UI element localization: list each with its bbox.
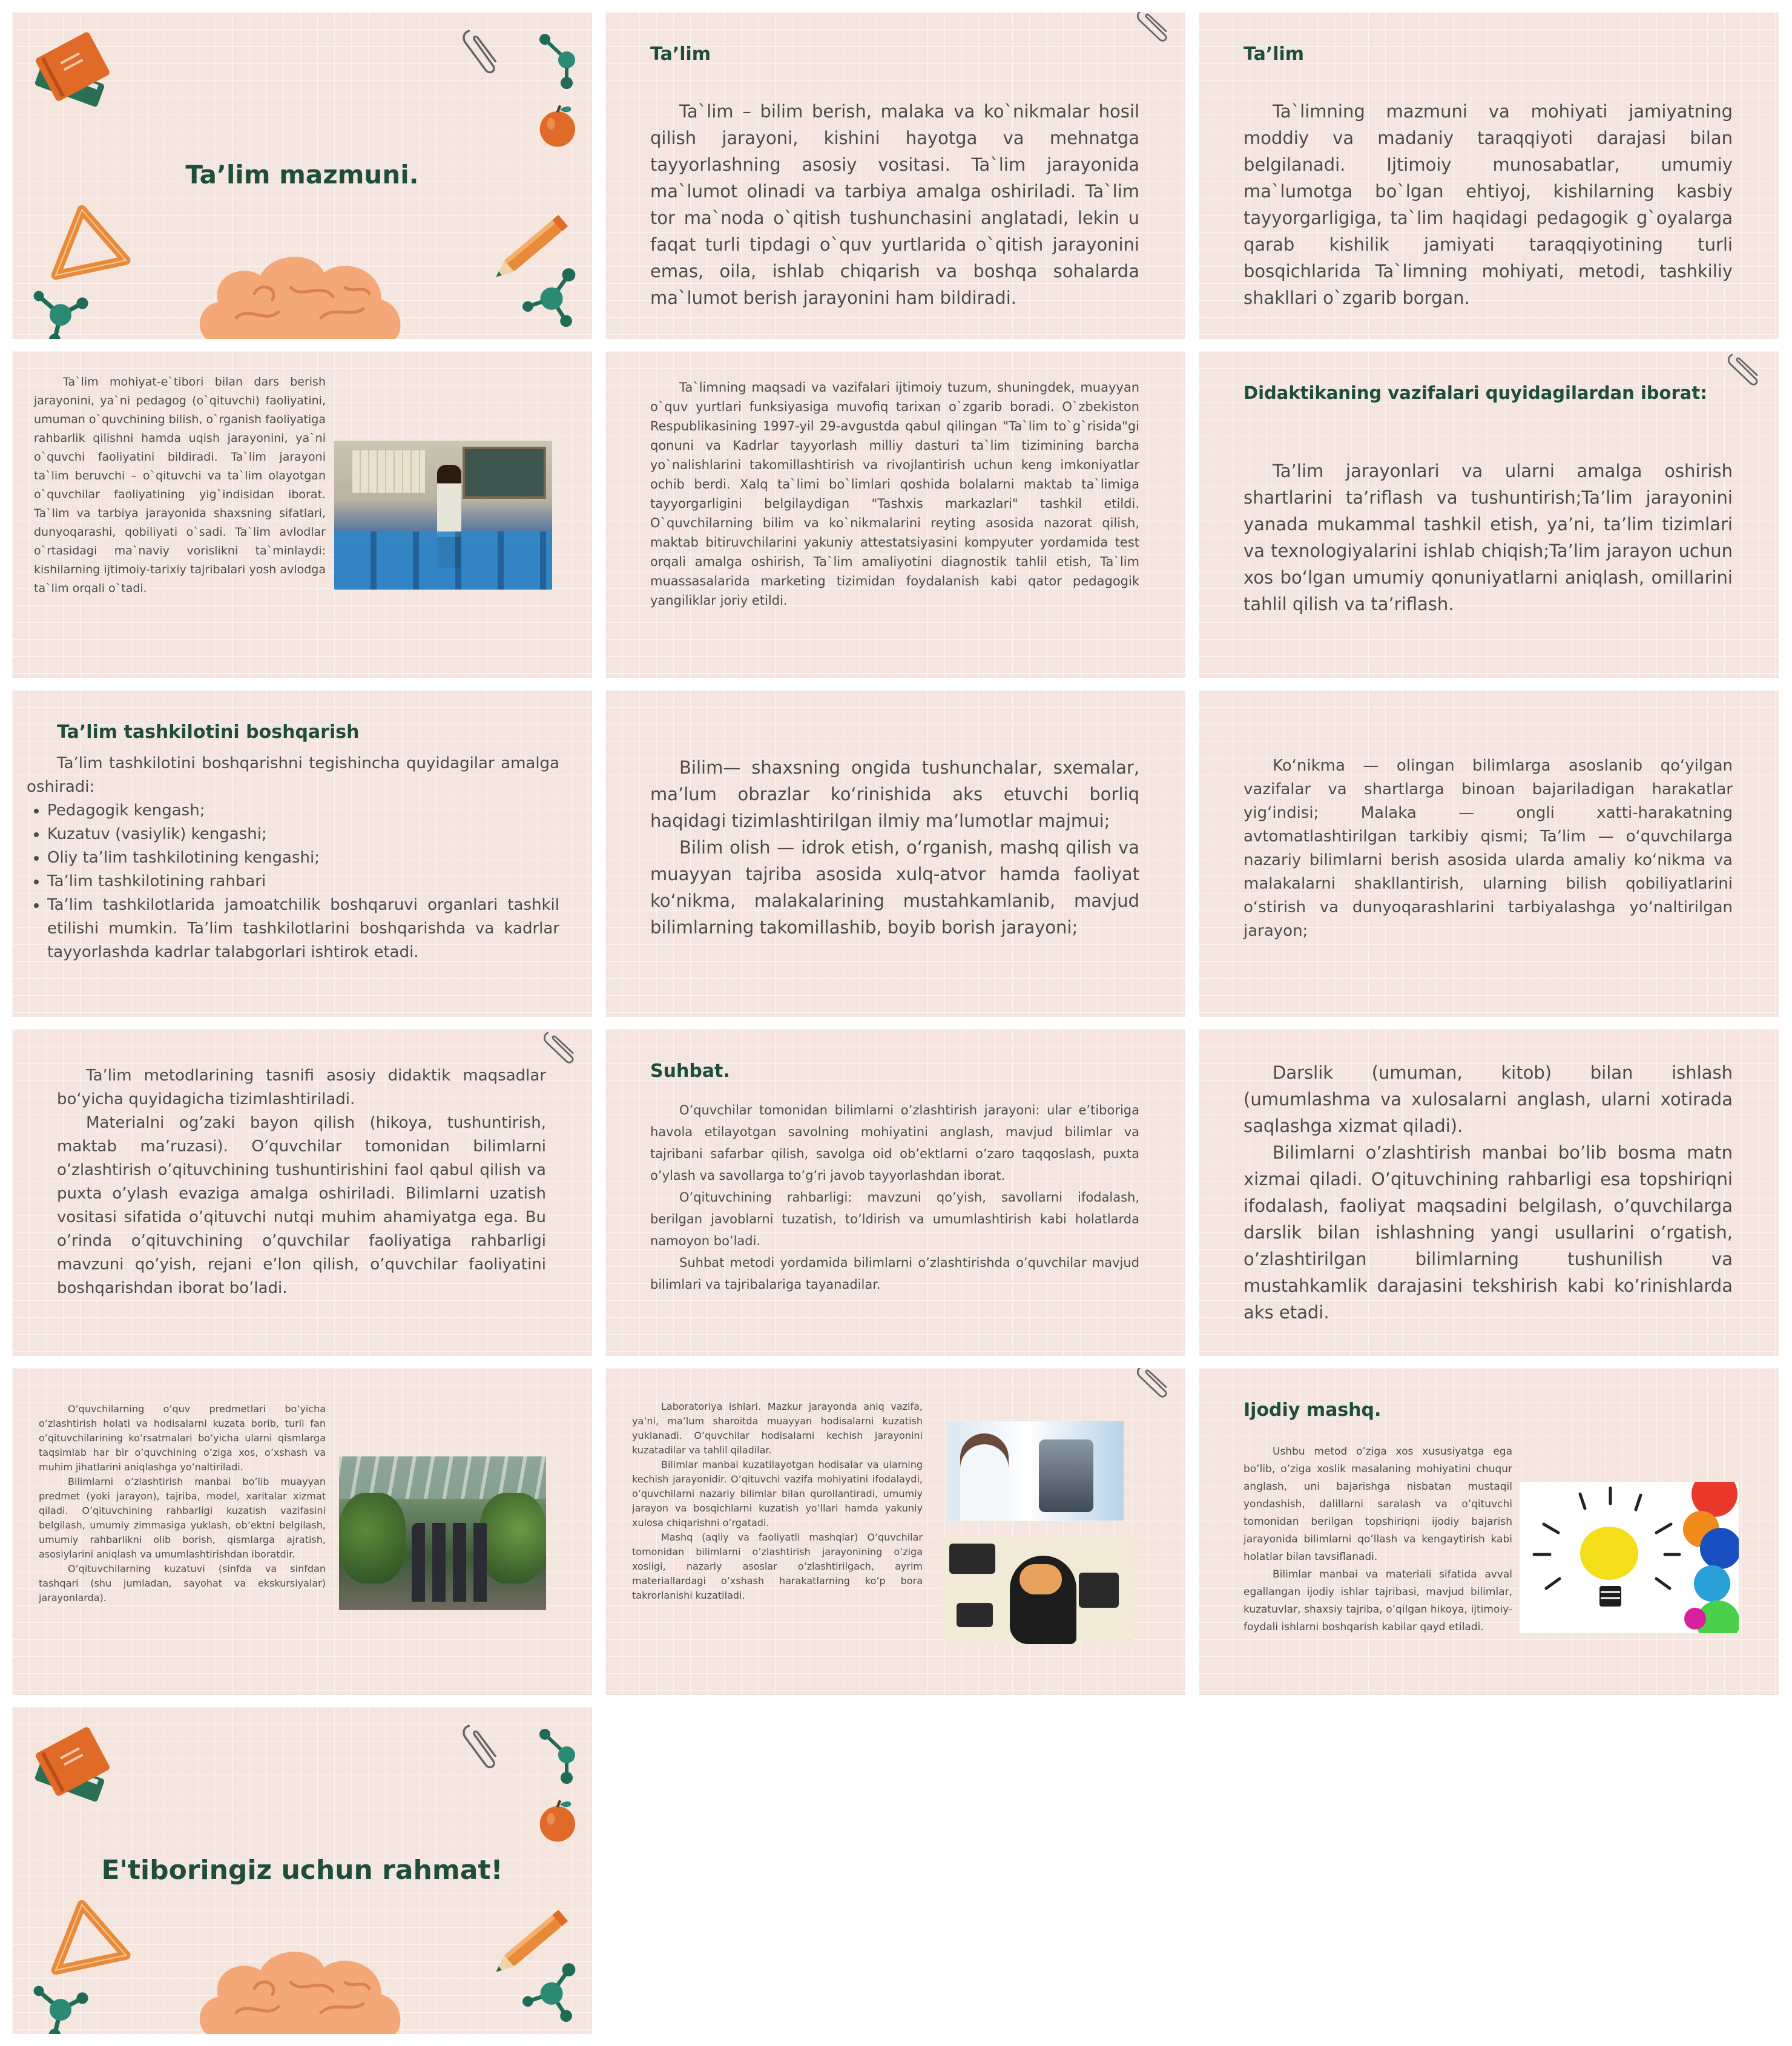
classroom-photo — [334, 441, 552, 590]
laboratory-photo — [948, 1421, 1124, 1521]
slide-1-cover — [12, 12, 592, 339]
brain-icon — [182, 245, 412, 339]
molecule-icon — [533, 27, 587, 100]
brain-icon — [182, 1940, 412, 2034]
brain-gears — [1020, 1564, 1062, 1594]
slide-text: Darslik (umuman, kitob) bilan ishlash (umumlashma va xulosalarni anglash, ularni xotirada saqlashga xizmat qiladi). Bilimlarni o’zlashtirish manbai bo’lib bosma matn xizmai qiladi. O’qituvchining rahbarligi esa topshiriqni ifodalash, faoliyat maqsadini belgilash, o’quvchilarga darslik bilan ishlashning yangi usullarini o’rgatish, o’zlashtirilgan bilimlarning tushunilish va mustahkamlik darajasini tekshirish kabi ko’rinishlarda aks etadi. — [1244, 1062, 1733, 1323]
ruler-icon — [42, 203, 127, 275]
closing-title: E'tiboringiz uchun rahmat! — [101, 1855, 503, 1886]
people — [412, 1523, 490, 1602]
slide-title: Ta’lim mazmuni. — [185, 160, 419, 189]
creative-lightbulb-image — [1520, 1482, 1739, 1633]
slide-14 — [605, 1368, 1185, 1695]
slide-16-closing — [12, 1707, 592, 2034]
slide-title: Ta’lim tashkilotini boshqarish — [57, 722, 360, 743]
slide-text: Ta`lim mohiyat-e`tibori bilan dars berish jarayonini, ya`ni pedagog (o`qituvchi) faoliyatini, umuman o`quvchining bilish, o`rganish faoliyatiga rahbarlik qilishni hamda uqish jarayonini, ya`ni o`quvchi faoliyatini bildiradi. Ta`lim jarayoni ta`lim beruvchi – o`qituvchi va ta`lim olayotgan o`quvchilar faoliyatining yig`indisidan iborat. Ta`lim va tarbiya jarayonida shaxsning sifatlari, dunyoqarashi, qobiliyati o`sadi. Ta`lim avlodlar o`rtasidagi ma`naviy vorislikni ta`minlaydi: kishilarning ijtimoiy-tarixiy tajribalari yosh avlodga ta`lim orqali o`tadi. — [34, 375, 326, 595]
slide-title: Ijodiy mashq. — [1244, 1400, 1382, 1421]
paperclip-icon — [460, 1718, 496, 1778]
slide-12 — [1199, 1029, 1779, 1356]
slide-text: Ta’lim metodlarining tasnifi asosiy didaktik maqsadlar bo‘yicha quyidagicha tizimlashtiriladi. Materialni og’zaki bayon qilish (hikoya, tushuntirish, maktab ma’ruzasi). O’quvchilar tomonidan bilimlarni o’zlashtirish o’qituvchining tushuntirishini faol qabul qilish va puxta o’ylash evaziga amalga oshiriladi. Bilimlarni uzatish vositasi sifatida o’qituvchi nutqi muhim ahamiyatga ega. Bu o’rinda o’qituvchining o’quvchilar faoliyatiga rahbarligi mavzuni qo’yish, rejani e’lon qilish, o’quvchilar faoliyatini boshqarishdan iborat bo’ladi. — [57, 1067, 546, 1297]
molecule-icon — [24, 281, 97, 339]
molecule-icon — [24, 1976, 97, 2034]
slide-3 — [1199, 12, 1779, 339]
apple-icon — [538, 1798, 580, 1846]
slide-text: Ta’lim jarayonlari va ularni amalga oshirish shartlarini ta’riflash va tushuntirish;Ta’lim jarayonini yanada mukammal tashkil etish, ya’ni, ta’lim tizimlari va texnologiyalarini ishlab chiqish;Ta’lim jarayon uchun xos bo‘lgan umumiy qonuniyatlarni aniqlash, omillarini tahlil qilish va ta’riflash. — [1244, 461, 1733, 614]
slide-8 — [605, 690, 1185, 1017]
plants-left — [339, 1493, 406, 1584]
slide-title: Ta’lim — [650, 44, 711, 65]
slide-15 — [1199, 1368, 1779, 1695]
slide-title: Suhbat. — [650, 1061, 730, 1082]
molecule-icon — [515, 260, 587, 333]
slide-7 — [12, 690, 592, 1017]
slide-11 — [605, 1029, 1185, 1356]
slide-text: Ushbu metod o’ziga xos xususiyatga ega bo’lib, o’ziga xoslik masalaning mohiyatini chuqur anglash, uni bajarishga nisbatan mustaqil yondashish, dalillarni saralash va o’qituvchi tomonidan berilgan topshiriqni ijodiy bajarish jarayonida bilimlarni qo’llash va kengaytirish kabi holatlar bilan tavsiflanadi. Bilimlar manbai va materiali sifatida avval egallangan ijodiy ishlar tajribasi, mavjud bilimlar, kuzatuvlar, shaxsiy tajriba, o’qilgan hikoya, ijtimoiy-foydali ishlarni boshqarish kabilar qayd etiladi. — [1244, 1446, 1512, 1633]
icon-box — [949, 1544, 995, 1574]
desks — [334, 531, 552, 590]
slide-2 — [605, 12, 1185, 339]
slide-text: O’quvchilar tomonidan bilimlarni o’zlashtirish jarayoni: ular e’tiboriga havola etilayotgan savolning mohiyatini anglash, mavjud bilimlar va tajribani safarbar qilish, savolga oid ob’ektlarni o’zaro taqqoslash, puxta o’ylash va savollarga to’g’ri javob tayyorlashdan iborat. O’qituvchining rahbarligi: mavzuni qo’yish, savollarni ifodalash, berilgan javoblarni tuzatish, to’ldirish va umumlashtirish kabi holatlarda namoyon bo’ladi. Suhbat metodi yordamida bilimlarni o’zlashtirishda o’quvchilar mavjud bilimlari va tajribalariga tayanadilar. — [650, 1103, 1139, 1292]
microscope — [1039, 1439, 1093, 1512]
paperclip-icon — [542, 1029, 579, 1077]
slide-title: Didaktikaning vazifalari quyidagilardan iborat: — [1244, 383, 1707, 403]
slide-5 — [605, 351, 1185, 678]
ruler-icon — [42, 1898, 127, 1970]
list-item: • Kuzatuv (vasiylik) kengashi; — [47, 823, 559, 846]
brain-infographic-image — [942, 1536, 1133, 1644]
molecule-icon — [515, 1955, 587, 2028]
slide-10 — [12, 1029, 592, 1356]
slide-4 — [12, 351, 592, 678]
apple-icon — [538, 103, 580, 151]
icon-box — [1079, 1573, 1119, 1608]
lightbulb-icon — [1520, 1482, 1739, 1633]
slide-text: Ta`limning mazmuni va mohiyati jamiyatning moddiy va madaniy taraqqiyoti darajasi bilan belgilanadi. Ijtimoiy munosabatlar, umumiy ma`lumotga bo`lgan ehtiyoj, kishilarning kasbiy tayyorgarligiga, ta`lim haqidagi pedagogik g`oyalarga qarab kishilik jamiyati taraqqiyotining turli bosqichlarida Ta`limning mohiyati, metodi, tashkiliy shakllari o`zgarib borgan. — [1244, 101, 1733, 308]
slide-text: Ta`lim – bilim berish, malaka va ko`nikmalar hosil qilish jarayoni, kishini hayotga va mehnatga tayyorlashning asosiy vositasi. Ta`lim jarayonida ma`lumot olinadi va tarbiya amalga oshiriladi. Ta`lim tor ma`noda o`qitish tushunchasini anglatadi, lekin u faqat turli tipdagi o`quv yurtlarida o`qitish jarayonini emas, oila, ishlab chiqarish va boshqa sohalarda ma`lumot berish jarayonini ham bildiradi. — [650, 101, 1139, 308]
paperclip-icon — [1136, 12, 1172, 56]
paperclip-icon — [1136, 1368, 1172, 1412]
list-item: • Pedagogik kengash; — [47, 799, 559, 823]
books-icon — [30, 1719, 115, 1816]
chalkboard — [463, 447, 546, 499]
slide-text: Ta’lim tashkilotini boshqarishni tegishincha quyidagilar amalga oshiradi: • Pedagogik kengash; • Kuzatuv (vasiylik) kengashi; • Oliy ta’lim tashkilotining kengashi; • Ta’lim tashkilotining rahbari • Ta’lim tashkilotlarida jamoatchilik boshqaruvi organlari tashkil etilishi mumkin. Ta’lim tashkilotlarini boshqarishda va kadrlar tayyorlashda kadrlar talabgorlari ishtirok etadi. — [27, 752, 559, 964]
slide-text: Ta`limning maqsadi va vazifalari ijtimoiy tuzum, shuningdek, muayyan o`quv yurtlari funksiyasiga muvofiq tarixan o`zgarib boradi. O`zbekiston Respublikasining 1997-yil 29-avgustda qabul qilingan "Ta`lim to`g`risida"gi qonuni va Kadrlar tayyorlash milliy dasturi ta`lim tizimining barcha yo`nalishlarini takomillashtirish va rivojlantirish uchun keng imkoniyatlar ochib berdi. Xalq ta`limi bo`limlari qoshida bolalarni maktab ta`limiga tayyorgarligini belgilaydigan "Tashxis markazlari" tashkil etildi. O`quvchilarning bilim va ko`nikmalarini reyting asosida nazorat qilish, maktab bitiruvchilarini yakuniy attestatsiyasini kompyuter yordamida test orqali amalga oshirish, Ta`lim amaliyotini diagnostik tahlil etish, Ta`lim muassasalarida marketing tizimidan foydalanish kabi qator pedagogik yangiliklar joriy etildi. — [650, 380, 1139, 608]
list-item: • Oliy ta’lim tashkilotining kengashi; — [47, 846, 559, 870]
greenhouse-photo — [339, 1456, 546, 1610]
poster — [352, 450, 425, 493]
paperclip-icon — [460, 23, 496, 84]
management-list — [27, 799, 559, 964]
slide-9 — [1199, 690, 1779, 1017]
paperclip-icon — [1727, 351, 1763, 400]
molecule-icon — [533, 1722, 587, 1795]
slide-13 — [12, 1368, 592, 1695]
slide-title: Ta’lim — [1244, 44, 1305, 65]
icon-box — [957, 1603, 993, 1627]
scientist — [960, 1433, 1009, 1521]
slide-6 — [1199, 351, 1779, 678]
books-icon — [30, 24, 115, 121]
slide-text: Ko‘nikma — olingan bilimlarga asoslanib qo‘yilgan vazifalar va shartlarga binoan bajariladigan harakatlar yig‘indisi; Malaka — ongli xatti-harakatning avtomatlashtirilgan tarkibiy qismi; Ta’lim — o‘quvchilarga nazariy bilimlarni berish asosida ularda amaliy ko‘nikma va malakalarni shakllantirish, ularning bilish qobiliyatlarini o‘stirish va dunyoqarashlarini tarbiyalashga yo‘naltirilgan jarayon; — [1244, 757, 1733, 940]
list-item: • Ta’lim tashkilotlarida jamoatchilik boshqaruvi organlari tashkil etilishi mumkin. Ta’lim tashkilotlarini boshqarishda va kadrlar tayyorlashda kadrlar talabgorlari ishtirok etadi. — [47, 893, 559, 964]
list-item: • Ta’lim tashkilotining rahbari — [47, 870, 559, 893]
slide-text: Laboratoriya ishlari. Mazkur jarayonda aniq vazifa, ya’ni, ma’lum sharoitda muayyan hodisalarni kuzatish yuklanadi. O’quvchilar hodisalarni kechish jarayonini kuzatadilar va tahlil qiladilar. Bilimlar manbai kuzatilayotgan hodisalar va ularning kechish jarayonidir. O’qituvchi vazifa mohiyatini ifodalaydi, o’quvchilarni nazariy bilimlar bilan qurollantiradi, umumiy jarayon va bosqichlarni kuzatish yo’llari hamda yakuniy xulosa chiqarishni o’rgatadi. Mashq (aqliy va faoliyatli mashqlar) O’quvchilar tomonidan bilimlarni o’zlashtirish jarayonining o’ziga xosligi, nazariy asoslar o’zlashtirilgach, ayrim materiallardagi o’xshash harakatlarning ko’p bora takrorlanishi kuzatiladi. — [632, 1401, 923, 1601]
slide-text: O’quvchilarning o’quv predmetlari bo’yicha o’zlashtirish holati va hodisalarni kuzata borib, turli fan o’qituvchilarining ko’rsatmalari bo’yicha ularni qismlarga taqsimlab har bir o’quvchining o’ziga xos, o’xshash va muhim jihatlarini aniqlashga yo’naltiriladi. Bilimlarni o’zlashtirish manbai bo’lib muayyan predmet (yoki jarayon), tajriba, model, xaritalar xizmat qiladi. O’qituvchining rahbarligi kuzatish vazifasini belgilash, umumiy zimmasiga yuklash, ob’ektni belgilash, umumiy rahbarlikni olib borish, qismlarga ajratish, asosiylarini aniqlash va umumlashtirishdan iboratdir. O’qituvchilarning kuzatuvi (sinfda va sinfdan tashqari (shu jumladan, sayohat va ekskursiyalar) jarayonlarda). — [39, 1403, 326, 1604]
slide-text: Bilim— shaxsning ongida tushunchalar, sxemalar, ma’lum obrazlar ko‘rinishida aks etuvchi borliq haqidagi tizimlashtirilgan ilmiy ma’lumotlar majmui; Bilim olish — idrok etish, o‘rganish, mashq qilish va muayyan tajriba asosida xulq-atvor hamda faoliyat ko‘nikma, malakalarining mustahkamlanib, mavjud bilimlarning takomillashib, boyib borish jarayoni; — [650, 757, 1139, 938]
